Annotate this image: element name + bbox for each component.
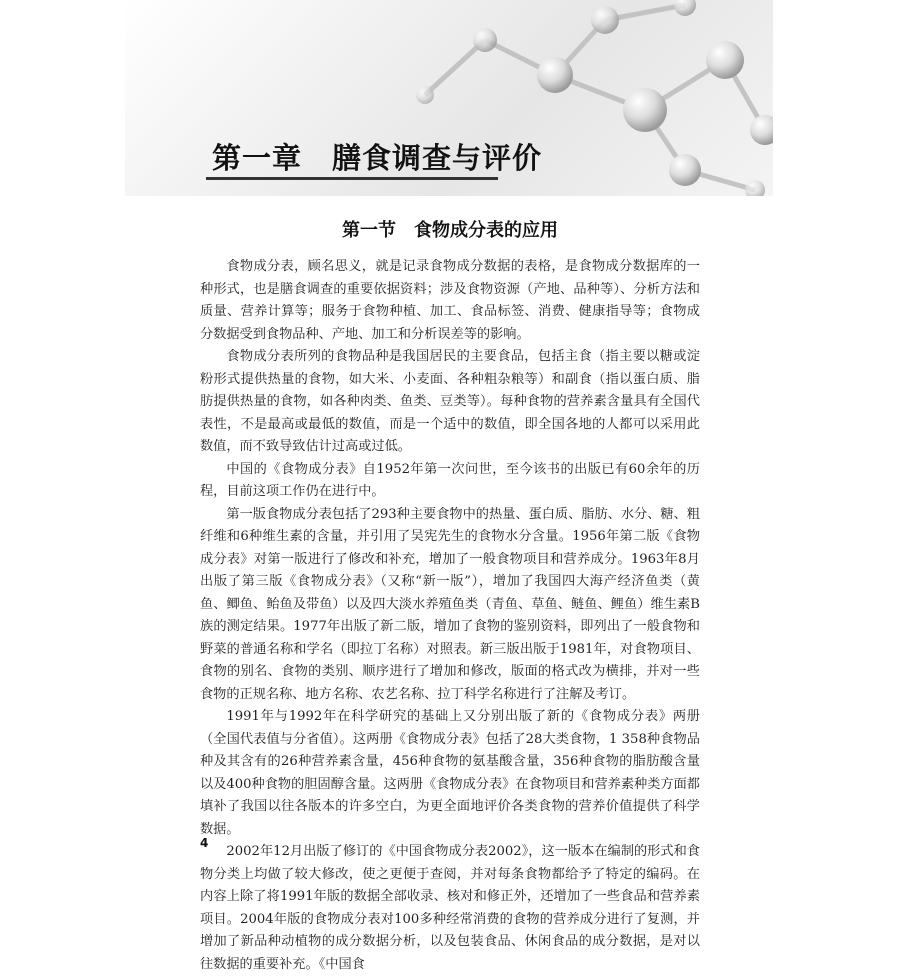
- paragraph: 食物成分表所列的食物品种是我国居民的主要食品，包括主食（指主要以糖或淀粉形式提供热量的食物，如大米、小麦面、各种粗杂粮等）和副食（指以蛋白质、脂肪提供热量的食物，如各种肉类、鱼类、豆类等）。每种食物的营养素含量具有全国代表性，不是最高或最低的数值，而是一个适中的数值，即全国各地的人都可以采用此数值，而不致导致估计过高或过低。: [200, 349, 700, 454]
- chapter-title: 第一章 膳食调查与评价: [212, 141, 543, 175]
- paragraph: 食物成分表，顾名思义，就是记录食物成分数据的表格，是食物成分数据库的一种形式，也是膳食调查的重要依据资料；涉及食物资源（产地、品种等）、分析方法和质量、营养计算等；服务于食物种植、加工、食品标签、消费、健康指导等；食物成分数据受到食物品种、产地、加工和分析误差等的影响。: [200, 259, 700, 342]
- paragraph: 1991年与1992年在科学研究的基础上又分别出版了新的《食物成分表》两册（全国代表值与分省值）。这两册《食物成分表》包括了28大类食物，1 358种食物品种及其含有的26种营养素含量，456种食物的氨基酸含量，356种食物的脂肪酸含量以及400种食物的胆固醇含量。这两册《食物成分表》在食物项目和营养素种类方面都填补了我国以往各版本的许多空白，为更全面地评价各类食物的营养价值提供了科学数据。: [200, 709, 700, 837]
- section-title: 第一节 食物成分表的应用: [342, 220, 558, 241]
- paragraph: 2002年12月出版了修订的《中国食物成分表2002》，这一版本在编制的形式和食物分类上均做了较大修改，使之更便于查阅，并对每条食物都给予了特定的编码。在内容上除了将1991年版的数据全部收录、核对和修正外，还增加了一些食品和营养素项目。2004年版的食物成分表对100多种经常消费的食物的营养成分进行了复测，并增加了新品种动植物的成分数据分析，以及包装食品、休闲食品的成分数据，是对以往数据的重要补充。《中国食: [200, 844, 700, 972]
- body-text: [200, 256, 700, 976]
- page-number: 4: [200, 836, 209, 850]
- paragraph: 中国的《食物成分表》自1952年第一次问世，至今该书的出版已有60余年的历程，目前这项工作仍在进行中。: [200, 461, 700, 499]
- chapter-title-underline: [206, 177, 498, 180]
- paragraph: 第一版食物成分表包括了293种主要食物中的热量、蛋白质、脂肪、水分、糖、粗纤维和6种维生素的含量，并引用了吴宪先生的食物水分含量。1956年第二版《食物成分表》对第一版进行了修改和补充，增加了一般食物项目和营养成分。1963年8月出版了第三版《食物成分表》（又称“新一版”），增加了我国四大海产经济鱼类（黄鱼、鲫鱼、鲐鱼及带鱼）以及四大淡水养殖鱼类（青鱼、草鱼、鲢鱼、鲤鱼）维生素B族的测定结果。1977年出版了新二版，增加了食物的鉴别资料，即列出了一般食物和野菜的普通名称和学名（即拉丁名称）对照表。新三版出版于1981年，对食物项目、食物的别名、食物的类别、顺序进行了增加和修改，版面的格式改为横排，并对一些食物的正规名称、地方名称、农艺名称、拉丁科学名称进行了注解及考订。: [200, 506, 700, 702]
